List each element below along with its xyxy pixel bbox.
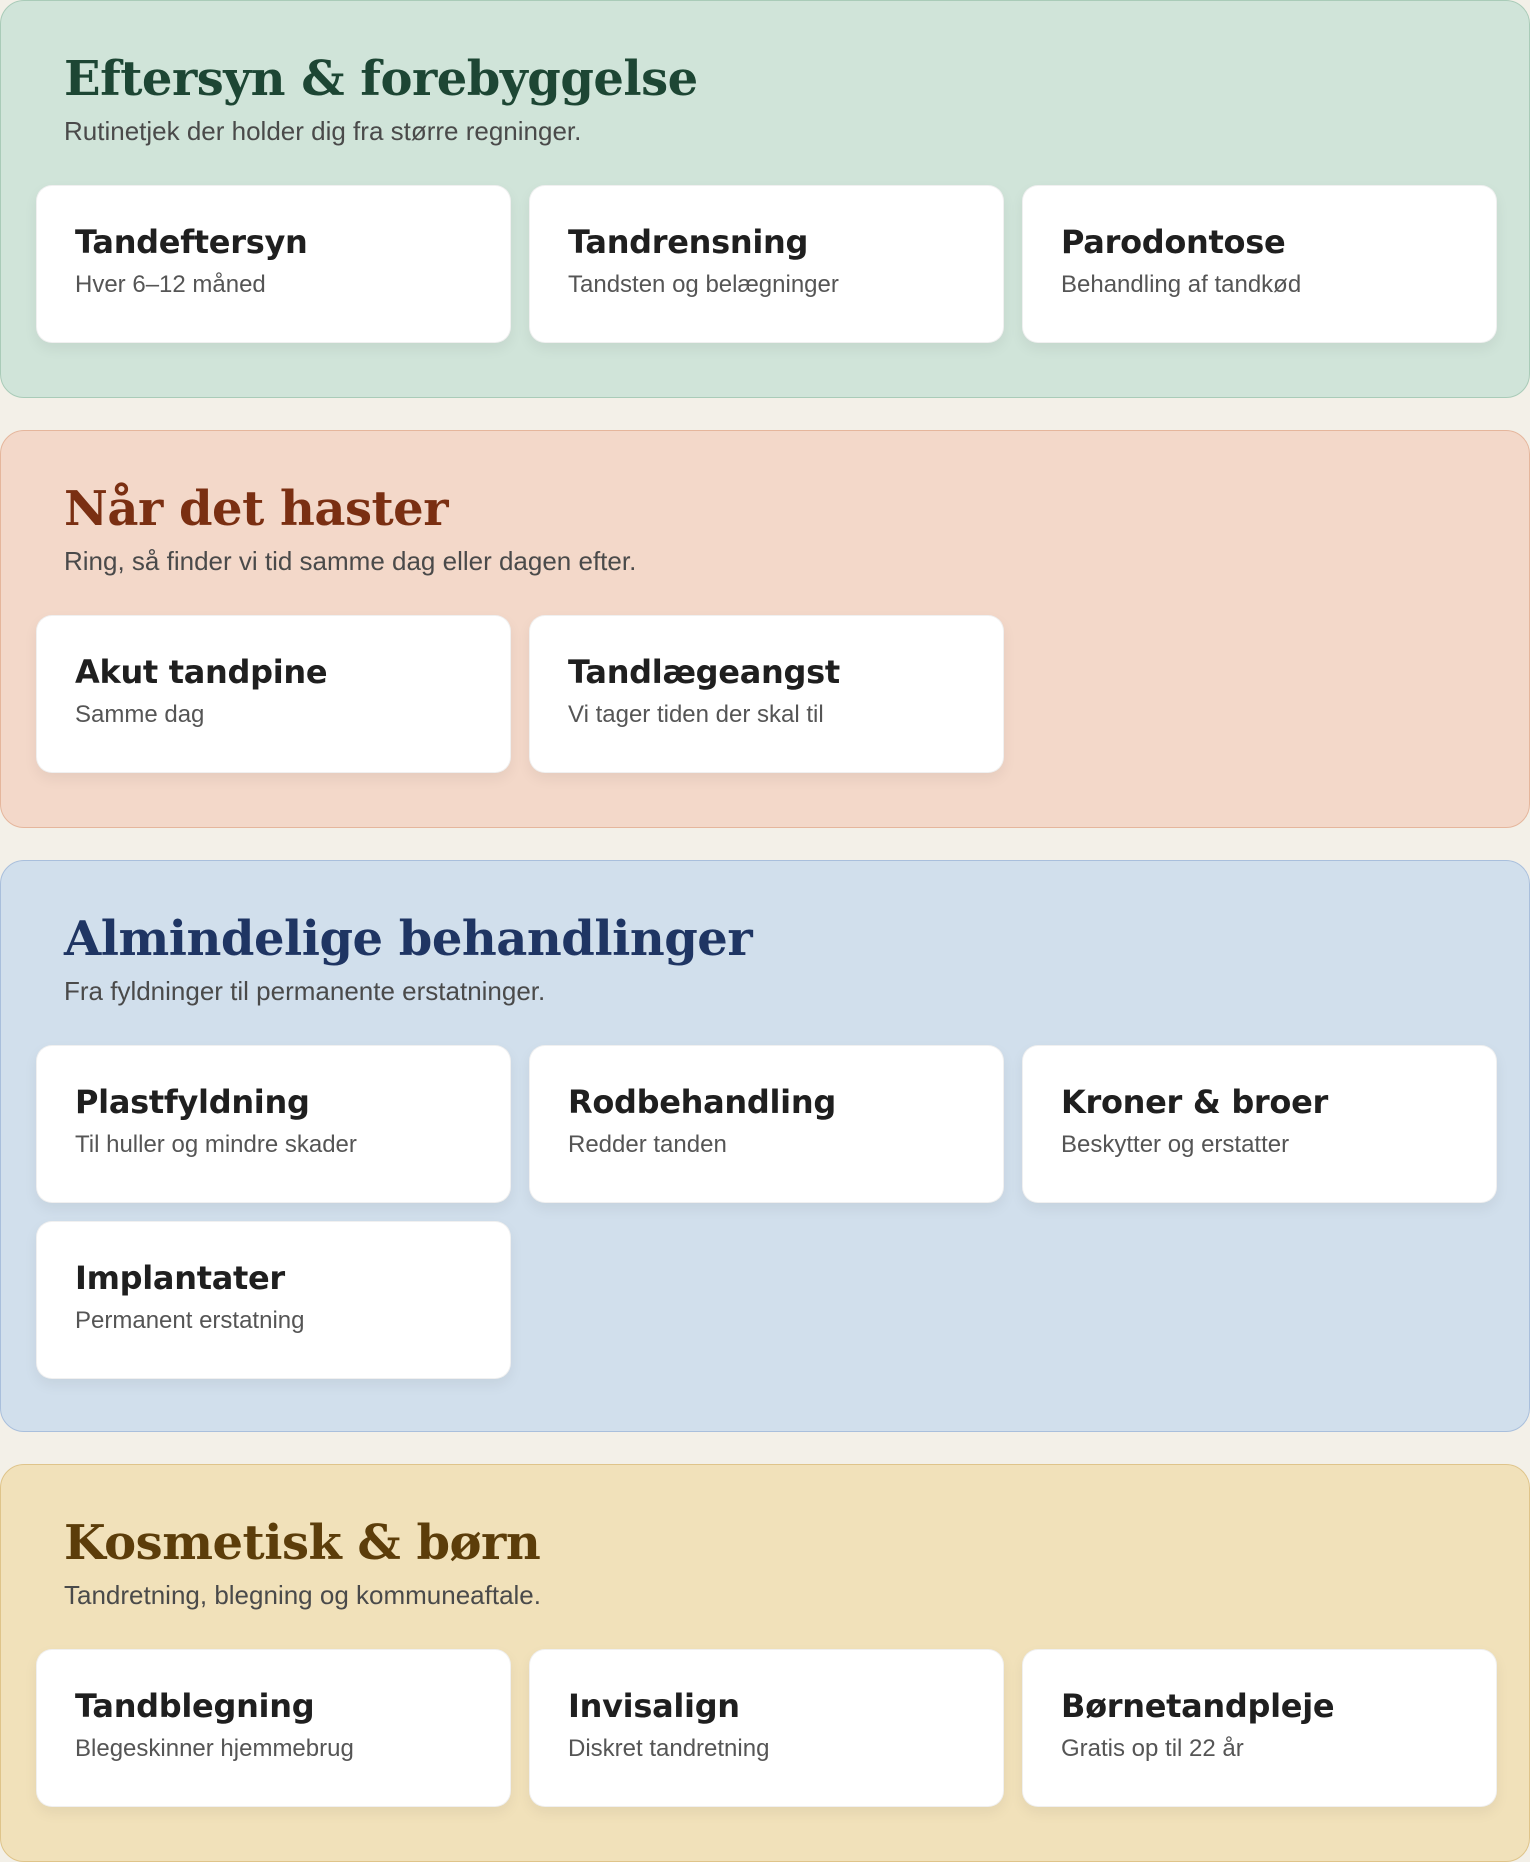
service-card-subtitle: Blegeskinner hjemmebrug	[75, 1735, 354, 1762]
service-card-tandrensning[interactable]	[529, 185, 1004, 343]
section-subtitle: Fra fyldninger til permanente erstatninger.	[64, 976, 546, 1006]
section-naar-det-haster	[0, 430, 1530, 828]
service-card-grid	[36, 1649, 1494, 1807]
service-card-boernetandpleje[interactable]	[1022, 1649, 1497, 1807]
service-card-tandblegning[interactable]	[36, 1649, 511, 1807]
section-kosmetisk-boern	[0, 1464, 1530, 1862]
service-card-title: Rodbehandling	[568, 1083, 836, 1121]
section-title: Almindelige behandlinger	[64, 911, 753, 967]
section-title: Kosmetisk & børn	[64, 1515, 541, 1571]
service-card-subtitle: Tandsten og belægninger	[568, 271, 839, 298]
service-card-title: Børnetandpleje	[1061, 1687, 1335, 1725]
section-subtitle: Rutinetjek der holder dig fra større regninger.	[64, 116, 582, 146]
service-card-plastfyldning[interactable]	[36, 1045, 511, 1203]
service-card-subtitle: Hver 6–12 måned	[75, 271, 266, 298]
service-card-title: Implantater	[75, 1259, 285, 1297]
service-card-title: Tandeftersyn	[75, 223, 308, 261]
service-card-rodbehandling[interactable]	[529, 1045, 1004, 1203]
service-card-kroner-broer[interactable]	[1022, 1045, 1497, 1203]
service-card-subtitle: Diskret tandretning	[568, 1735, 770, 1762]
service-card-grid	[36, 1045, 1494, 1379]
service-card-subtitle: Redder tanden	[568, 1131, 727, 1158]
section-subtitle: Tandretning, blegning og kommuneaftale.	[64, 1580, 541, 1610]
service-card-title: Akut tandpine	[75, 653, 328, 691]
service-card-parodontose[interactable]	[1022, 185, 1497, 343]
service-card-subtitle: Behandling af tandkød	[1061, 271, 1302, 298]
service-card-title: Invisalign	[568, 1687, 740, 1725]
section-eftersyn-forebyggelse	[0, 0, 1530, 398]
service-card-grid	[36, 185, 1494, 343]
section-subtitle: Ring, så finder vi tid samme dag eller dagen efter.	[64, 546, 637, 576]
service-card-title: Plastfyldning	[75, 1083, 310, 1121]
service-card-title: Tandblegning	[75, 1687, 315, 1725]
service-card-subtitle: Vi tager tiden der skal til	[568, 701, 824, 728]
service-card-grid	[36, 615, 1494, 773]
service-card-tandeftersyn[interactable]	[36, 185, 511, 343]
section-title: Når det haster	[64, 481, 448, 537]
service-card-tandlaegeangst[interactable]	[529, 615, 1004, 773]
service-card-title: Parodontose	[1061, 223, 1286, 261]
service-card-title: Kroner & broer	[1061, 1083, 1328, 1121]
section-almindelige-behandlinger	[0, 860, 1530, 1432]
service-card-subtitle: Til huller og mindre skader	[75, 1131, 357, 1158]
service-card-subtitle: Samme dag	[75, 701, 205, 728]
service-card-subtitle: Gratis op til 22 år	[1061, 1735, 1244, 1762]
service-card-title: Tandrensning	[568, 223, 809, 261]
service-card-implantater[interactable]	[36, 1221, 511, 1379]
section-title: Eftersyn & forebyggelse	[64, 51, 698, 107]
service-card-invisalign[interactable]	[529, 1649, 1004, 1807]
service-card-subtitle: Beskytter og erstatter	[1061, 1131, 1290, 1158]
service-card-title: Tandlægeangst	[568, 653, 840, 691]
service-card-subtitle: Permanent erstatning	[75, 1307, 305, 1334]
service-card-akut-tandpine[interactable]	[36, 615, 511, 773]
